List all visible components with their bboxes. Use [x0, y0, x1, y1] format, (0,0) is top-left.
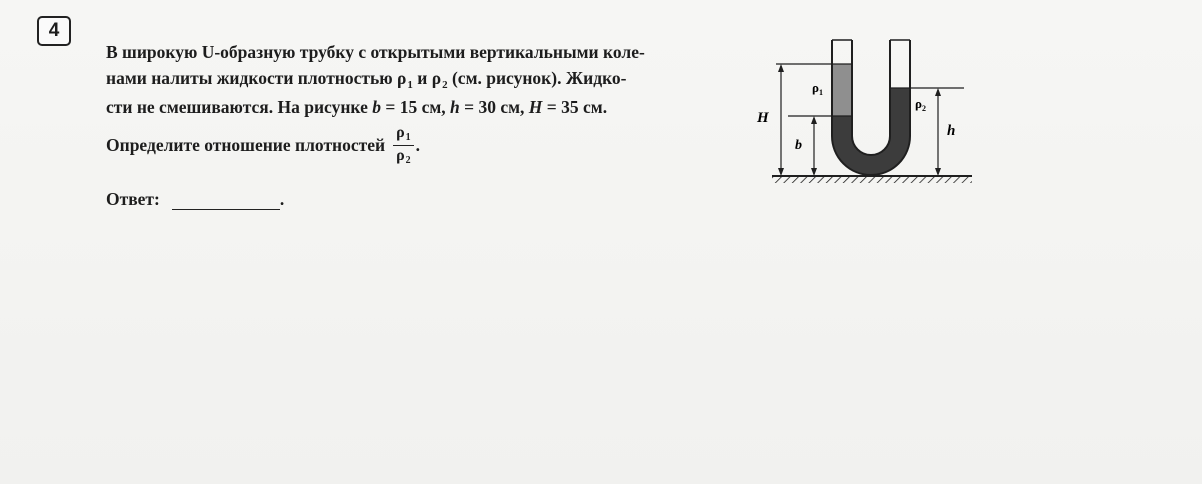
- answer-line: [106, 189, 284, 210]
- label-b: b: [795, 138, 802, 153]
- question-period: .: [415, 135, 421, 155]
- H-arrow-bottom: [778, 168, 784, 176]
- answer-label: Ответ:: [106, 189, 160, 209]
- problem-line-2-end: (см. рисунок). Жидко-: [451, 68, 627, 88]
- h-arrow-top: [935, 88, 941, 96]
- b-arrow-top: [811, 116, 817, 124]
- problem-line-1: В широкую U-образную трубку с открытыми вертикальными коле-: [106, 42, 645, 62]
- question-text: Определите отношение плотностей: [106, 135, 386, 155]
- value-b: = 15 см,: [385, 97, 446, 117]
- label-rho2: $\rho_2$: [915, 96, 926, 113]
- u-tube-diagram: [752, 36, 982, 192]
- value-h: = 30 см,: [464, 97, 525, 117]
- problem-line-3: [106, 94, 746, 120]
- problem-line-2-start: нами налиты жидкости плотностью: [106, 68, 393, 88]
- density-ratio-fraction: [393, 124, 414, 167]
- problem-line-3-start: сти не смешиваются. На рисунке: [106, 97, 368, 117]
- fraction-numerator: ρ1: [393, 124, 414, 146]
- value-H: = 35 см.: [546, 97, 608, 117]
- and-word: и: [417, 68, 428, 88]
- label-H: H: [757, 110, 769, 126]
- b-arrow-bottom: [811, 168, 817, 176]
- H-arrow-top: [778, 64, 784, 72]
- label-rho1: $\rho_1$: [812, 80, 823, 97]
- problem-text: [106, 39, 746, 120]
- label-h: h: [947, 123, 956, 139]
- ground-hatching: [772, 176, 972, 183]
- task-number-box: [37, 16, 71, 46]
- question-line: [106, 124, 420, 167]
- tube-inner-wall: [852, 40, 890, 155]
- var-h-inline: h: [450, 97, 460, 117]
- rho1-inline: $\rho_1$: [397, 68, 413, 91]
- var-b-inline: b: [372, 97, 381, 117]
- answer-blank[interactable]: [172, 195, 280, 210]
- problem-line-2: [106, 65, 746, 94]
- task-number: 4: [48, 20, 60, 41]
- fraction-denominator: ρ2: [396, 147, 411, 166]
- var-H-inline: H: [528, 97, 543, 117]
- rho2-inline: $\rho_2$: [431, 68, 448, 91]
- h-arrow-bottom: [935, 168, 941, 176]
- liquid-1: [832, 64, 852, 116]
- answer-period: .: [279, 189, 285, 209]
